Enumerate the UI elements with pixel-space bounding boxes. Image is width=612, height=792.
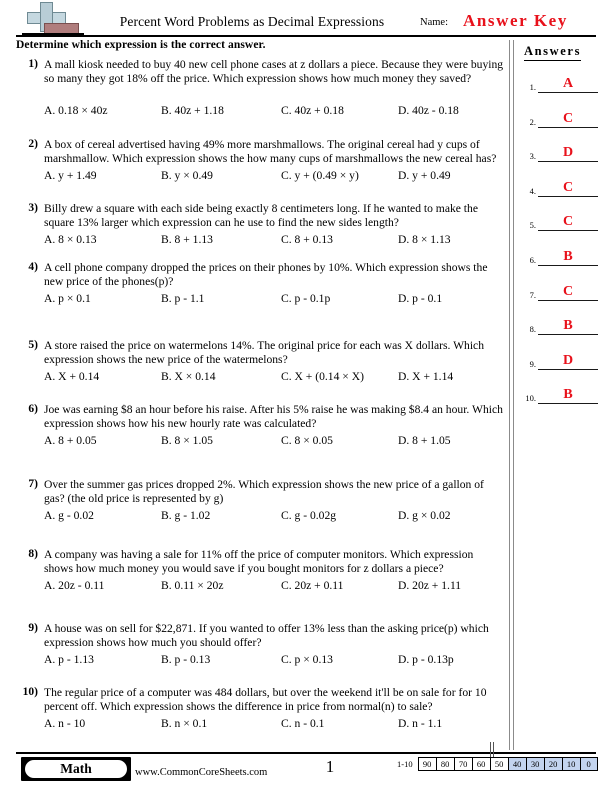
choice-option[interactable]: C. 20z + 0.11	[281, 579, 344, 593]
answer-row-value[interactable]: D	[538, 144, 598, 162]
question-number: 7)	[28, 478, 38, 490]
answer-row-value[interactable]: C	[538, 179, 598, 197]
choice-option[interactable]: A. X + 0.14	[44, 370, 100, 384]
site-url: www.CommonCoreSheets.com	[135, 767, 268, 778]
worksheet-header	[0, 0, 612, 36]
answer-row-number: 8.	[529, 324, 536, 335]
answer-row	[522, 382, 600, 404]
answer-row-value[interactable]: C	[538, 283, 598, 301]
grading-scale-cell: 80	[436, 757, 454, 771]
question-text: A store raised the price on watermelons 14%. The original price for each was X dollars. Which expression shows the new price of the watermelons?	[44, 339, 484, 367]
choice-option[interactable]: B. p - 0.13	[161, 653, 211, 667]
question-text: Joe was earning $8 an hour before his raise. After his 5% raise he was making $8.4 an hour. Which expression shows how his new hourly rate was calculated?	[44, 403, 503, 431]
choice-option[interactable]: A. p × 0.1	[44, 292, 91, 306]
choice-option[interactable]: A. 0.18 × 40z	[44, 103, 108, 117]
question-text: Over the summer gas prices dropped 2%. Which expression shows the new price of a gallon of gas? (the old price is represented by g)	[44, 478, 484, 506]
choice-option[interactable]: C. g - 0.02g	[281, 509, 337, 523]
answer-row-value[interactable]: A	[538, 75, 598, 93]
grading-scale-cell: 90	[418, 757, 436, 771]
answers-divider-line-left	[509, 40, 510, 750]
answer-row-number: 2.	[529, 116, 536, 127]
question-number: 9)	[28, 622, 38, 634]
grading-scale-cell: 0	[580, 757, 598, 771]
choice-option[interactable]: A. 8 + 0.05	[44, 434, 97, 448]
question-number: 6)	[28, 403, 38, 415]
answer-row-value[interactable]: B	[538, 386, 598, 404]
grading-scale-cell: 70	[454, 757, 472, 771]
choice-option[interactable]: B. 40z + 1.18	[161, 103, 224, 117]
answer-row-number: 3.	[529, 151, 536, 162]
answer-row-number: 5.	[529, 220, 536, 231]
answers-divider-line-right	[513, 40, 514, 750]
grading-scale	[397, 757, 598, 771]
grading-scale-label: 1-10	[397, 759, 413, 769]
question-choices	[44, 509, 504, 524]
question-text: A house was on sell for $22,871. If you wanted to offer 13% less than the asking price(p) which expression shows how much you should offer?	[44, 622, 489, 650]
choice-option[interactable]: A. 8 × 0.13	[44, 233, 97, 247]
choice-option[interactable]: B. p - 1.1	[161, 292, 205, 306]
choice-option[interactable]: C. n - 0.1	[281, 717, 325, 731]
choice-option[interactable]: D. y + 0.49	[398, 169, 451, 183]
answer-row	[522, 106, 600, 128]
choice-option[interactable]: A. y + 1.49	[44, 169, 97, 183]
choice-option[interactable]: A. n - 10	[44, 717, 86, 731]
question-text: A mall kiosk needed to buy 40 new cell phone cases at z dollars a piece. Because they were buying so many they got 18% off the price. Which expression shows how much money they saved?	[44, 58, 504, 86]
answer-row-value[interactable]: D	[538, 352, 598, 370]
footer-divider	[16, 752, 596, 754]
answer-row	[522, 71, 600, 93]
choice-option[interactable]: A. p - 1.13	[44, 653, 94, 667]
choice-option[interactable]: C. 8 + 0.13	[281, 233, 333, 247]
grading-scale-cell: 60	[472, 757, 490, 771]
question-choices	[44, 434, 504, 449]
answer-row-number: 7.	[529, 289, 536, 300]
name-label: Name:	[420, 17, 448, 28]
choice-option[interactable]: C. p - 0.1p	[281, 292, 331, 306]
choice-option[interactable]: B. 0.11 × 20z	[161, 579, 224, 593]
choice-option[interactable]: A. g - 0.02	[44, 509, 94, 523]
answer-row	[522, 313, 600, 335]
choice-option[interactable]: D. p - 0.1	[398, 292, 443, 306]
page-title: Percent Word Problems as Decimal Expressions	[119, 14, 385, 29]
grading-scale-cell: 30	[526, 757, 544, 771]
question-choices	[44, 717, 504, 732]
question-number: 5)	[28, 339, 38, 351]
answer-row-number: 6.	[529, 255, 536, 265]
answer-row	[522, 244, 600, 266]
choice-option[interactable]: D. 8 + 1.05	[398, 434, 451, 448]
answer-row-value[interactable]: C	[538, 110, 598, 128]
question-number: 4)	[28, 261, 38, 273]
answer-row-number: 1.	[529, 82, 536, 92]
answer-row	[522, 175, 600, 197]
scale-marker-left	[490, 742, 491, 758]
choice-option[interactable]: D. p - 0.13p	[398, 653, 454, 667]
answer-key-stamp: Answer Key	[463, 11, 568, 30]
question-text: Billy drew a square with each side being exactly 8 centimeters long. If he wanted to make the square 13% larger which expression can he use to find the new sides length?	[44, 202, 478, 230]
scale-marker-right	[493, 742, 494, 758]
choice-option[interactable]: D. n - 1.1	[398, 717, 443, 731]
choice-option[interactable]: B. g - 1.02	[161, 509, 211, 523]
choice-option[interactable]: D. g × 0.02	[398, 509, 451, 523]
answer-row-number: 9.	[529, 358, 536, 369]
answer-row	[522, 209, 600, 231]
grading-scale-cell: 40	[508, 757, 526, 771]
answers-heading: Answers	[524, 44, 581, 61]
answer-row-value[interactable]: B	[538, 248, 598, 266]
choice-option[interactable]: C. 40z + 0.18	[281, 103, 344, 117]
grading-scale-cell: 10	[562, 757, 580, 771]
answer-row-value[interactable]: B	[538, 317, 598, 335]
answer-row	[522, 279, 600, 301]
question-text: A cell phone company dropped the prices on their phones by 10%. Which expression shows the new price of the phones(p)?	[44, 261, 488, 289]
choice-option[interactable]: B. n × 0.1	[161, 717, 208, 731]
choice-option[interactable]: A. 20z - 0.11	[44, 579, 105, 593]
question-text: A box of cereal advertised having 49% more marshmallows. The original cereal had y cups of marshmallow. Which expression shows the how many cups of marshmallows the new cereal has?	[44, 138, 497, 166]
choice-option[interactable]: C. 8 × 0.05	[281, 434, 333, 448]
question-number: 2)	[28, 138, 38, 150]
subject-badge	[21, 757, 131, 781]
choice-option[interactable]: B. 8 + 1.13	[161, 233, 213, 247]
grading-scale-cell: 50	[490, 757, 508, 771]
commoncoresheets-logo-icon	[22, 2, 84, 34]
question-choices	[44, 169, 504, 184]
answer-row	[522, 348, 600, 370]
choice-option[interactable]: B. y × 0.49	[161, 169, 213, 183]
question-number: 8)	[28, 548, 38, 560]
question-choices	[44, 653, 504, 668]
grading-scale-cell: 20	[544, 757, 562, 771]
choice-option[interactable]: D. X + 1.14	[398, 370, 454, 384]
answer-row	[522, 140, 600, 162]
question-choices	[44, 104, 504, 119]
answer-row-number: 10.	[525, 393, 536, 404]
subject-badge-label: Math	[25, 760, 127, 778]
answer-row-number: 4.	[529, 185, 536, 196]
question-choices	[44, 579, 504, 594]
choice-option[interactable]: B. 8 × 1.05	[161, 434, 213, 448]
question-text: A company was having a sale for 11% off the price of computer monitors. Which expression shows how much money you would save if you bought monitors for z dollars a piece?	[44, 548, 474, 576]
choice-option[interactable]: C. y + (0.49 × y)	[281, 169, 359, 183]
page-number: 1	[325, 757, 335, 776]
choice-option[interactable]: B. X × 0.14	[161, 370, 216, 384]
choice-option[interactable]: C. p × 0.13	[281, 653, 333, 667]
choice-option[interactable]: D. 40z - 0.18	[398, 103, 459, 117]
choice-option[interactable]: D. 20z + 1.11	[398, 579, 462, 593]
question-choices	[44, 233, 504, 248]
instruction-text: Determine which expression is the correct answer.	[16, 39, 266, 51]
choice-option[interactable]: D. 8 × 1.13	[398, 233, 451, 247]
answer-row-value[interactable]: C	[538, 213, 598, 231]
question-choices	[44, 292, 504, 307]
question-text: The regular price of a computer was 484 dollars, but over the weekend it'll be on sale for for 10 percent off. Which expression shows the difference in price from normal(n) to sale?	[44, 686, 487, 714]
question-number: 1)	[28, 58, 38, 70]
question-number: 10)	[22, 686, 38, 698]
header-divider	[16, 35, 596, 37]
question-choices	[44, 370, 504, 385]
choice-option[interactable]: C. X + (0.14 × X)	[281, 370, 364, 384]
question-number: 3)	[28, 202, 38, 214]
